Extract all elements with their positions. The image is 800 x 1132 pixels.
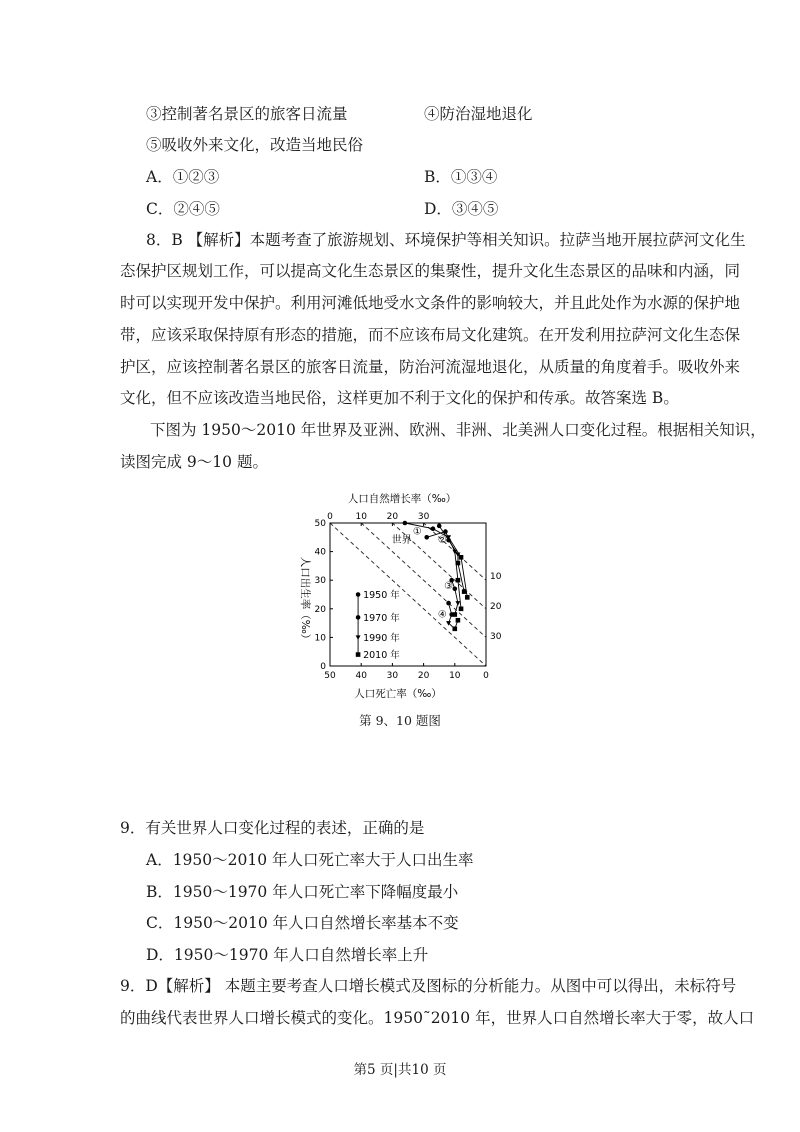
legend-marker: [356, 615, 361, 620]
curve-label: ③: [444, 580, 454, 592]
legend-label: 1970 年: [363, 612, 400, 624]
x-tick-label: 0: [483, 671, 489, 681]
data-point: [459, 607, 464, 612]
x-tick-label: 40: [355, 671, 367, 681]
analysis-8-line: 8．B 【解析】本题考查了旅游规划、环境保护等相关知识。拉萨当地开展拉萨河文化生: [146, 231, 746, 249]
chart-svg: [292, 486, 508, 708]
y-tick-label: 30: [314, 576, 326, 587]
question-9-stem: 9．有关世界人口变化过程的表述，正确的是: [120, 819, 425, 837]
data-point: [462, 589, 467, 594]
data-point: [453, 586, 458, 591]
y-tick-label: 40: [314, 547, 326, 558]
analysis-9-line: 9．D【解析】 本题主要考查人口增长模式及图标的分析能力。从图中可以得出，未标符号: [120, 977, 737, 995]
data-point: [465, 595, 470, 600]
intro-line: 下图为 1950～2010 年世界及亚洲、欧洲、非洲、北美洲人口变化过程。根据相关知识，: [150, 421, 766, 439]
option-4: ④防治湿地退化: [424, 105, 533, 123]
curve-label: ①: [412, 526, 422, 538]
data-point: [456, 561, 461, 566]
analysis-9-line: 的曲线代表世界人口增长模式的变化。1950˜2010 年，世界人口自然增长率大于零，故人口: [120, 1009, 755, 1027]
data-point: [453, 627, 458, 632]
legend-marker: [356, 652, 361, 657]
x-tick-label: 50: [324, 671, 336, 681]
data-point: [446, 538, 451, 543]
x-tick-label: 20: [417, 671, 430, 681]
analysis-8-line: 态保护区规划工作，可以提高文化生态景区的集聚性，提升文化生态景区的品味和内涵，同: [120, 262, 741, 280]
q9-choice-d: D．1950～1970 年人口自然增长率上升: [146, 946, 429, 964]
y-tick-label: 0: [320, 662, 326, 672]
x-tick-label: 10: [449, 671, 461, 681]
data-point: [456, 618, 461, 623]
data-point: [449, 612, 454, 617]
choice-d: D．③④⑤: [424, 200, 499, 218]
legend-marker: [356, 592, 361, 597]
right-tick-label: 20: [490, 602, 502, 612]
legend-label: 1990 年: [363, 632, 400, 644]
analysis-8-line: 带，应该采取保持原有形态的措施，而不应该布局文化建筑。在开发利用拉萨河文化生态保: [120, 326, 741, 344]
data-point: [446, 601, 451, 606]
curve-label: ④: [437, 609, 447, 621]
data-point: [459, 555, 464, 560]
legend-marker: [356, 635, 361, 640]
data-point: [424, 535, 429, 540]
curve-label: 世界: [391, 535, 412, 547]
y-tick-label: 20: [314, 604, 326, 615]
intro-line: 读图完成 9～10 题。: [120, 453, 268, 471]
right-tick-label: 10: [490, 572, 502, 582]
top-tick-label: 10: [355, 512, 367, 522]
data-point: [455, 601, 460, 606]
figure-caption: 第 9、10 题图: [359, 713, 441, 728]
data-point: [431, 526, 436, 531]
legend-label: 2010 年: [363, 650, 400, 662]
choice-c: C．②④⑤: [146, 200, 220, 218]
analysis-8-line: 文化，但不应该改造当地民俗，这样更加不利于文化的保护和传承。故答案选 B。: [120, 389, 679, 407]
x-axis-label: 人口死亡率（‰）: [354, 688, 442, 700]
y-axis-label: 人口出生率（‰）: [299, 556, 311, 645]
data-point: [437, 524, 442, 529]
population-chart: [292, 486, 508, 708]
data-point: [403, 521, 408, 526]
option-3: ③控制著名景区的旅客日流量: [146, 105, 348, 123]
choice-a: A．①②③: [146, 168, 220, 186]
choice-b: B．①③④: [424, 168, 498, 186]
top-tick-label: 30: [417, 512, 430, 522]
data-point: [456, 578, 461, 583]
page-footer: 第5 页|共10 页: [353, 1062, 447, 1078]
option-5: ⑤吸收外来文化，改造当地民俗: [146, 136, 364, 154]
right-tick-label: 30: [490, 632, 502, 642]
top-axis-label: 人口自然增长率（‰）: [347, 493, 457, 505]
top-tick-label: 20: [386, 512, 399, 522]
q9-choice-b: B．1950～1970 年人口死亡率下降幅度最小: [146, 883, 459, 901]
analysis-8-line: 时可以实现开发中保护。利用河滩低地受水文条件的影响较大，并且此处作为水源的保护地: [120, 294, 741, 312]
legend-label: 1950 年: [363, 590, 400, 601]
analysis-8-line: 护区，应该控制著名景区的旅客日流量，防治河流湿地退化，从质量的角度着手。吸收外来: [120, 358, 741, 376]
q9-choice-a: A．1950～2010 年人口死亡率大于人口出生率: [146, 851, 474, 869]
y-tick-label: 10: [314, 633, 326, 644]
q9-choice-c: C．1950～2010 年人口自然增长率基本不变: [146, 914, 459, 932]
top-tick-label: 0: [327, 512, 333, 522]
curve-label: ②: [437, 535, 447, 547]
y-tick-label: 50: [314, 519, 326, 529]
x-tick-label: 30: [386, 671, 399, 681]
